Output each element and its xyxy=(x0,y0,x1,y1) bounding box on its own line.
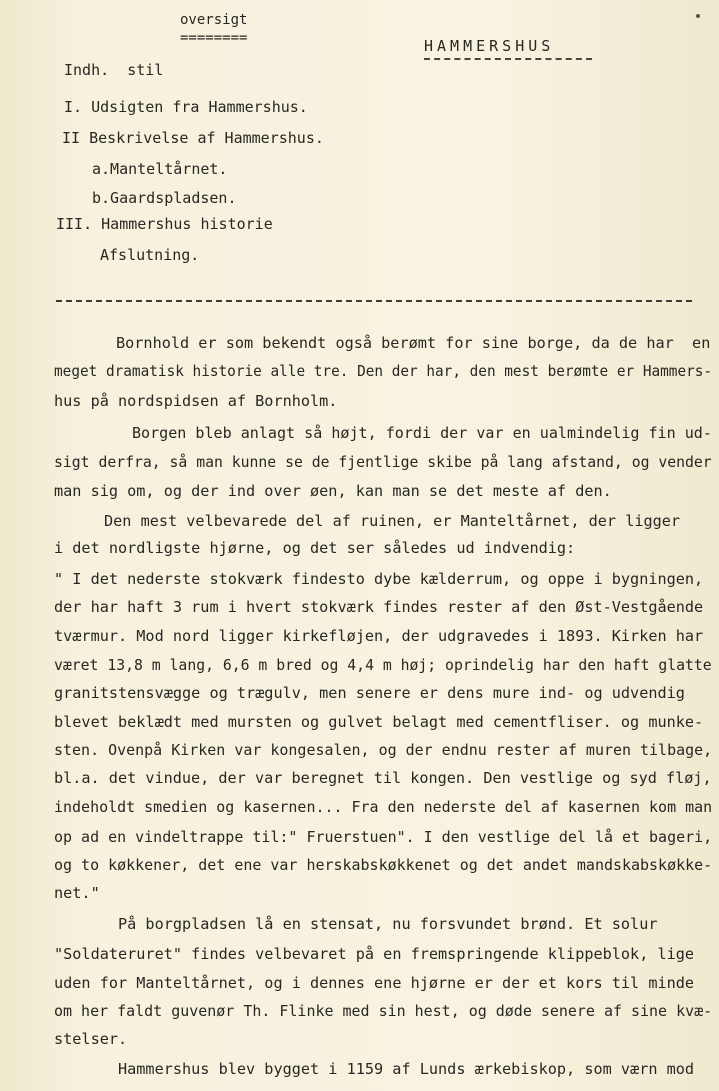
body-line: stelser. xyxy=(54,1030,128,1048)
body-line: bl.a. det vindue, der var beregnet til kongen. Den vestlige og syd fløj, xyxy=(54,769,712,787)
body-line: op ad en vindeltrappe til:" Fruerstuen". I den vestlige del lå et bageri, xyxy=(54,828,713,846)
body-line: blevet beklædt med mursten og gulvet belagt med cementfliser. og munke- xyxy=(54,713,704,731)
toc-item-2b: b.Gaardspladsen. xyxy=(92,189,237,207)
body-line: På borgpladsen lå en stensat, nu forsvundet brønd. Et solur xyxy=(118,915,658,933)
body-line: meget dramatisk historie alle tre. Den der har, den mest berømte er Hammers- xyxy=(54,362,713,380)
section-separator xyxy=(56,300,692,302)
document-title: HAMMERSHUS xyxy=(424,37,555,55)
header-oversigt: oversigt xyxy=(180,12,248,28)
body-line: i det nordligste hjørne, og det ser således ud indvendig: xyxy=(54,539,576,557)
body-line: uden for Manteltårnet, og i dennes ene hjørne er der et kors til minde xyxy=(54,974,695,992)
body-line: sten. Ovenpå Kirken var kongesalen, og der endnu rester af muren tilbage, xyxy=(54,741,713,759)
body-line: net." xyxy=(54,884,100,902)
body-line: Borgen bleb anlagt så højt, fordi der var en ualmindelig fin ud- xyxy=(132,424,712,442)
body-line: der har haft 3 rum i hvert stokværk findes rester af den Øst-Vestgående xyxy=(54,598,704,616)
body-line: " I det nederste stokværk findesto dybe kælderrum, og oppe i bygningen, xyxy=(54,570,704,588)
body-line: sigt derfra, så man kunne se de fjentlige skibe på lang afstand, og vender xyxy=(54,453,712,471)
body-line: granitstensvægge og trægulv, men senere er dens mure ind- og udvendig xyxy=(54,684,685,702)
body-line: "Soldateruret" findes velbevaret på en fremspringende klippeblok, lige xyxy=(54,945,695,963)
toc-item-2: II Beskrivelse af Hammershus. xyxy=(62,129,324,147)
body-line: indeholdt smedien og kasernen... Fra den nederste del af kasernen kom man xyxy=(54,798,713,816)
corner-mark xyxy=(696,14,700,18)
header-oversigt-underline: ======== xyxy=(180,30,248,46)
body-line: Bornhold er som bekendt også berømt for sine borge, da de har en xyxy=(116,334,711,352)
toc-item-4: Afslutning. xyxy=(100,246,200,264)
body-line: om her faldt guvenør Th. Flinke med sin hest, og døde senere af sine kvæ- xyxy=(54,1002,713,1020)
toc-heading: Indh. stil xyxy=(64,61,164,79)
body-line: man sig om, og der ind over øen, kan man se det meste af den. xyxy=(54,482,612,500)
body-line: hus på nordspidsen af Bornholm. xyxy=(54,392,338,410)
body-line: været 13,8 m lang, 6,6 m bred og 4,4 m høj; oprindelig har den haft glatte xyxy=(54,656,712,674)
toc-item-2a: a.Manteltårnet. xyxy=(92,160,228,178)
body-line: tværmur. Mod nord ligger kirkefløjen, der udgravedes i 1893. Kirken har xyxy=(54,627,704,645)
body-line: Den mest velbevarede del af ruinen, er Manteltårnet, der ligger xyxy=(104,512,681,530)
toc-item-1: I. Udsigten fra Hammershus. xyxy=(64,98,308,116)
body-line: Hammershus blev bygget i 1159 af Lunds ærkebiskop, som værn mod xyxy=(118,1060,695,1078)
body-line: og to køkkener, det ene var herskabskøkkenet og det andet mandskabskøkke- xyxy=(54,856,713,874)
toc-item-3: III. Hammershus historie xyxy=(56,215,273,233)
title-underline xyxy=(424,58,592,60)
